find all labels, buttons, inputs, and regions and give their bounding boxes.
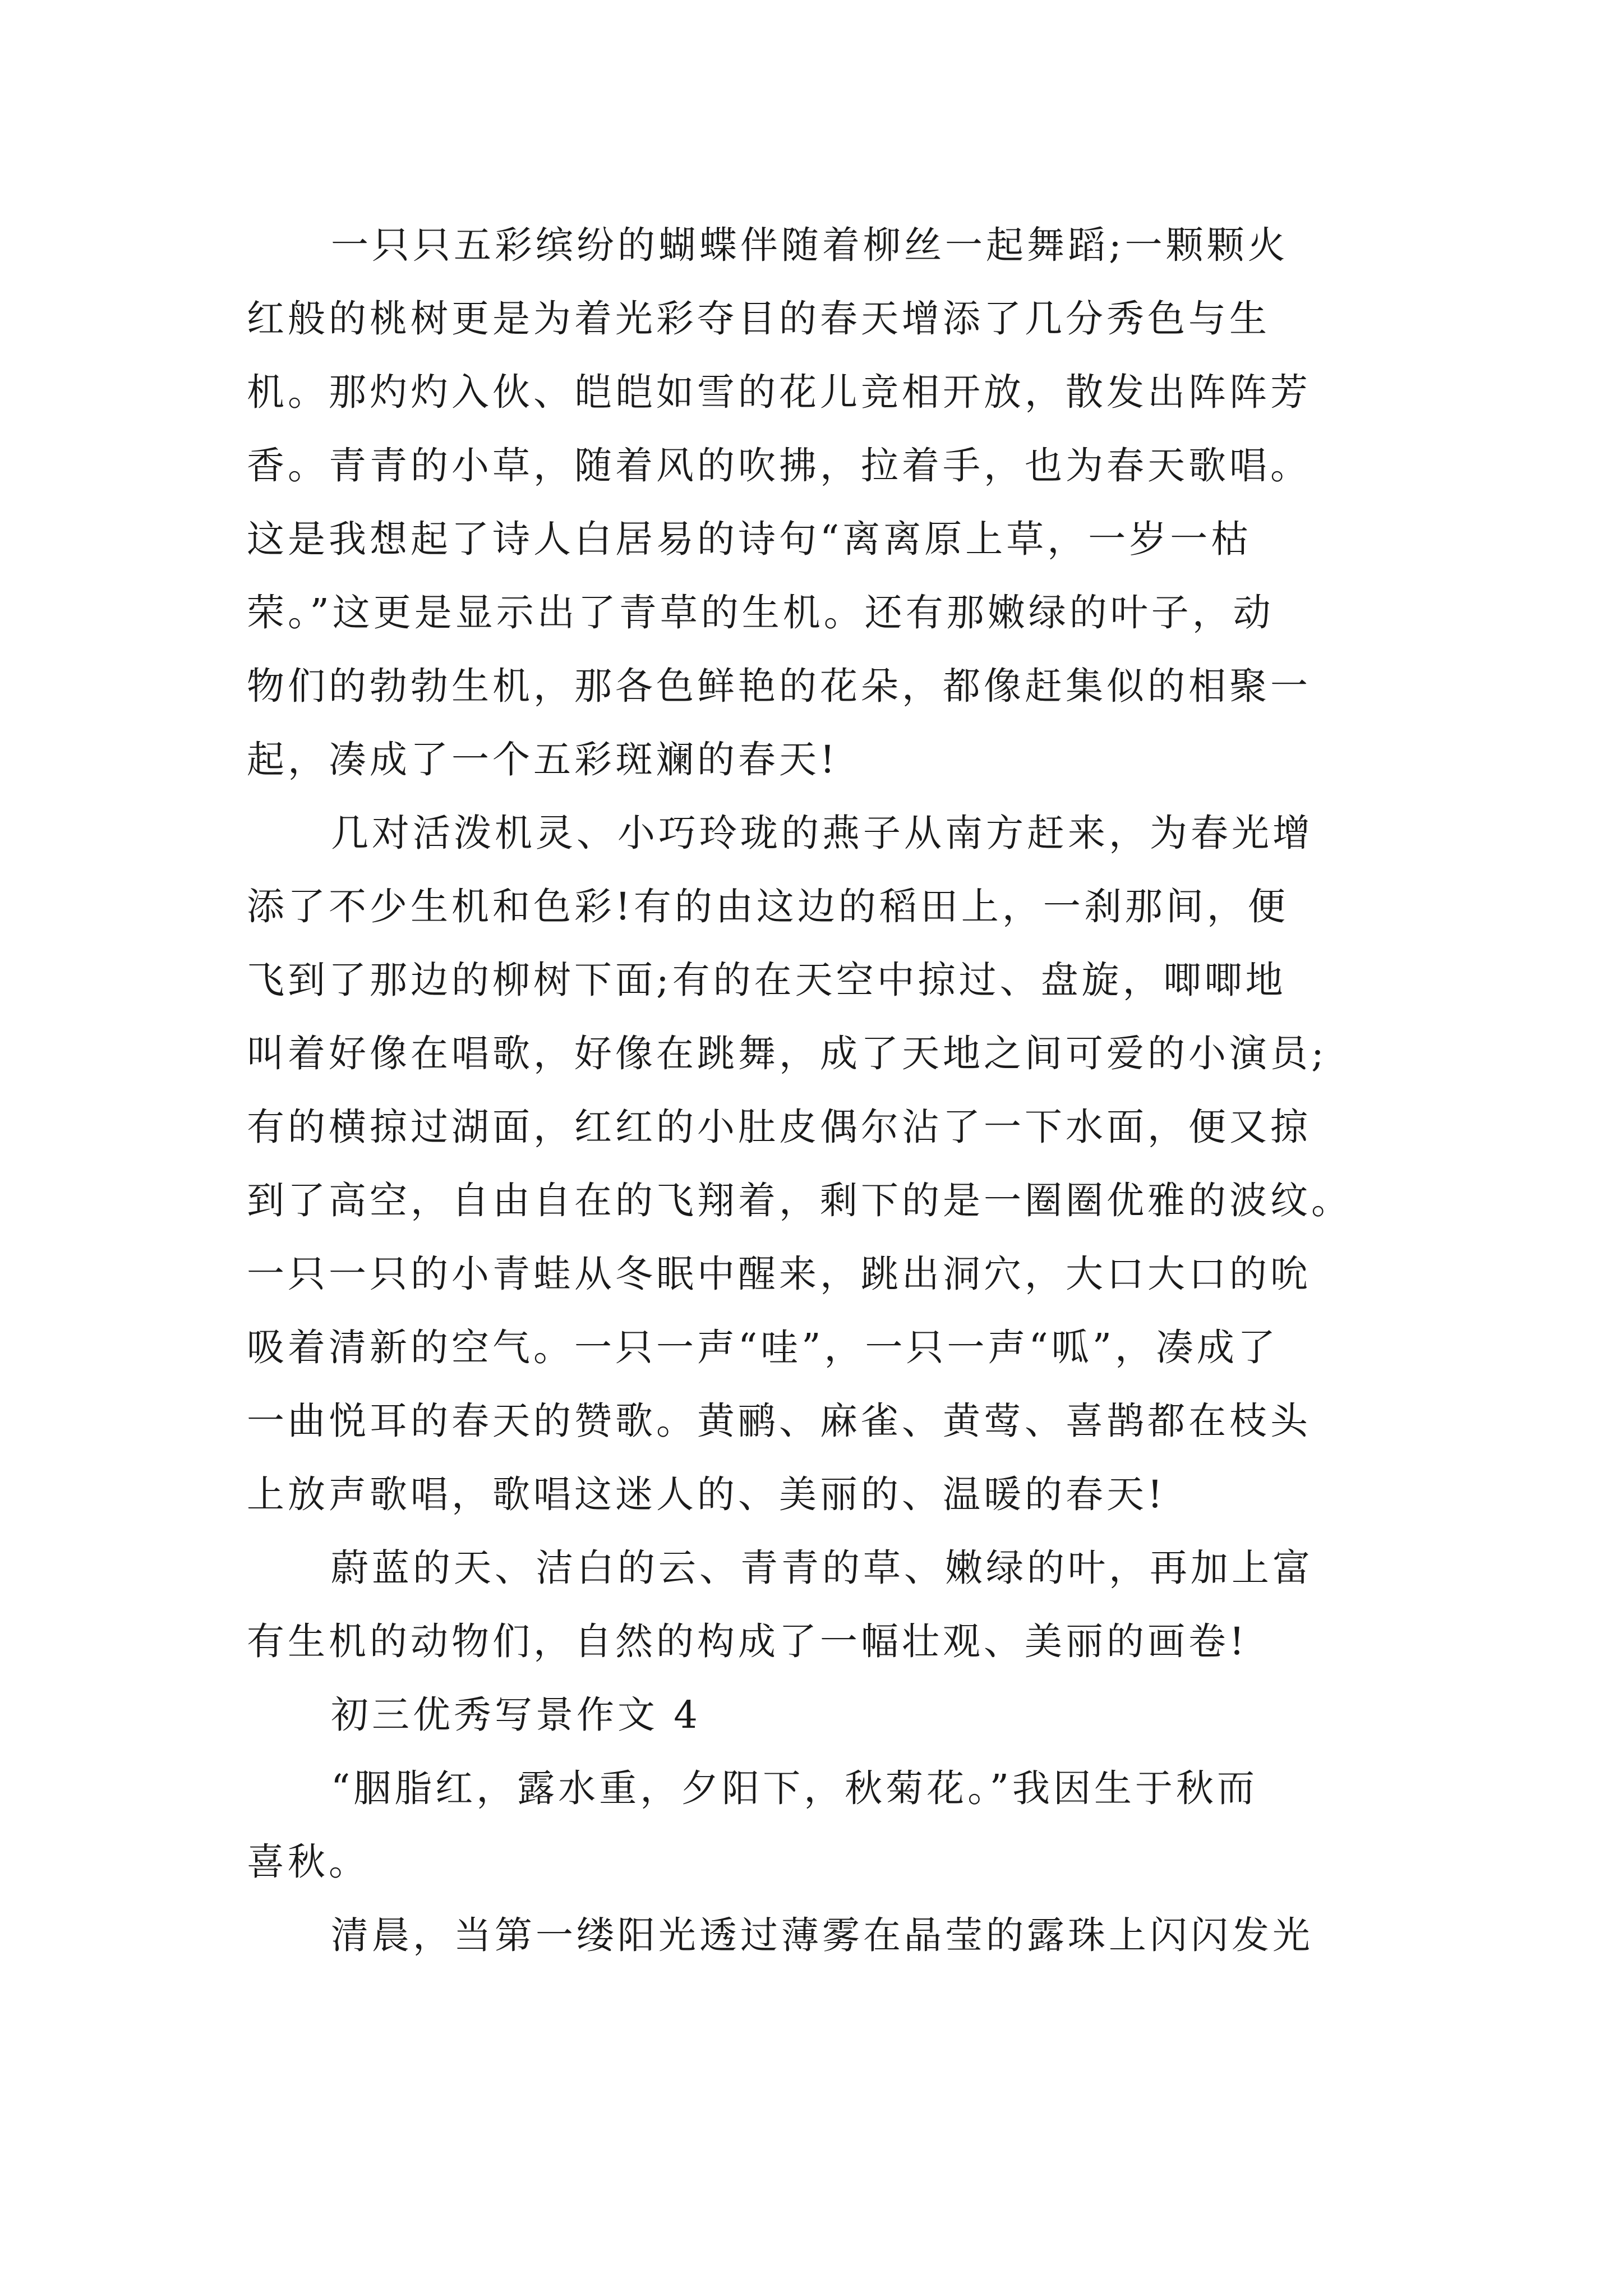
paragraph-line: 物们的勃勃生机，那各色鲜艳的花朵，都像赶集似的相聚一 <box>247 664 1311 708</box>
paragraph-line: 上放声歌唱，歌唱这迷人的、美丽的、温暖的春天! <box>247 1473 1166 1516</box>
paragraph-line: 吸着清新的空气。一只一声“哇”，一只一声“呱”，凑成了 <box>247 1326 1279 1369</box>
paragraph-line: 香。青青的小草，随着风的吹拂，拉着手，也为春天歌唱。 <box>247 444 1311 487</box>
essay-body <box>247 209 1391 1972</box>
paragraph-line: 喜秋。 <box>247 1840 370 1884</box>
paragraph-line: 有生机的动物们，自然的构成了一幅壮观、美丽的画卷! <box>247 1619 1248 1663</box>
paragraph-line: 这是我想起了诗人白居易的诗句“离离原上草，一岁一枯 <box>247 517 1252 561</box>
paragraph-line: 一曲悦耳的春天的赞歌。黄鹂、麻雀、黄莺、喜鹊都在枝头 <box>247 1399 1311 1443</box>
paragraph-line: 几对活泼机灵、小巧玲珑的燕子从南方赶来，为春光增 <box>331 811 1313 855</box>
paragraph-line: 一只一只的小青蛙从冬眠中醒来，跳出洞穴，大口大口的吮 <box>247 1252 1311 1296</box>
paragraph-line: 机。那灼灼入伙、皑皑如雪的花儿竞相开放，散发出阵阵芳 <box>247 370 1311 414</box>
paragraph-line: 一只只五彩缤纷的蝴蝶伴随着柳丝一起舞蹈;一颗颗火 <box>331 223 1289 267</box>
paragraph-line: 起，凑成了一个五彩斑斓的春天! <box>247 738 838 781</box>
paragraph-line: 添了不少生机和色彩!有的由这边的稻田上，一刹那间，便 <box>247 885 1289 928</box>
paragraph-line: 清晨，当第一缕阳光透过薄雾在晶莹的露珠上闪闪发光 <box>331 1913 1313 1957</box>
paragraph-line: 飞到了那边的柳树下面;有的在天空中掠过、盘旋，唧唧地 <box>247 958 1287 1002</box>
paragraph-line: 到了高空，自由自在的飞翔着，剩下的是一圈圈优雅的波纹。 <box>247 1179 1352 1222</box>
paragraph-line: 蔚蓝的天、洁白的云、青青的草、嫩绿的叶，再加上富 <box>331 1546 1313 1590</box>
paragraph-line: 叫着好像在唱歌，好像在跳舞，成了天地之间可爱的小演员; <box>247 1032 1327 1075</box>
paragraph-line: 红般的桃树更是为着光彩夺目的春天增添了几分秀色与生 <box>247 297 1270 341</box>
section-heading: 初三优秀写景作文 4 <box>331 1693 701 1737</box>
paragraph-line: 有的横掠过湖面，红红的小肚皮偶尔沾了一下水面，便又掠 <box>247 1105 1311 1149</box>
paragraph-line: “胭脂红，露水重，夕阳下，秋菊花。”我因生于秋而 <box>331 1766 1258 1810</box>
paragraph-line: 荣。”这更是显示出了青草的生机。还有那嫩绿的叶子，动 <box>247 591 1274 634</box>
